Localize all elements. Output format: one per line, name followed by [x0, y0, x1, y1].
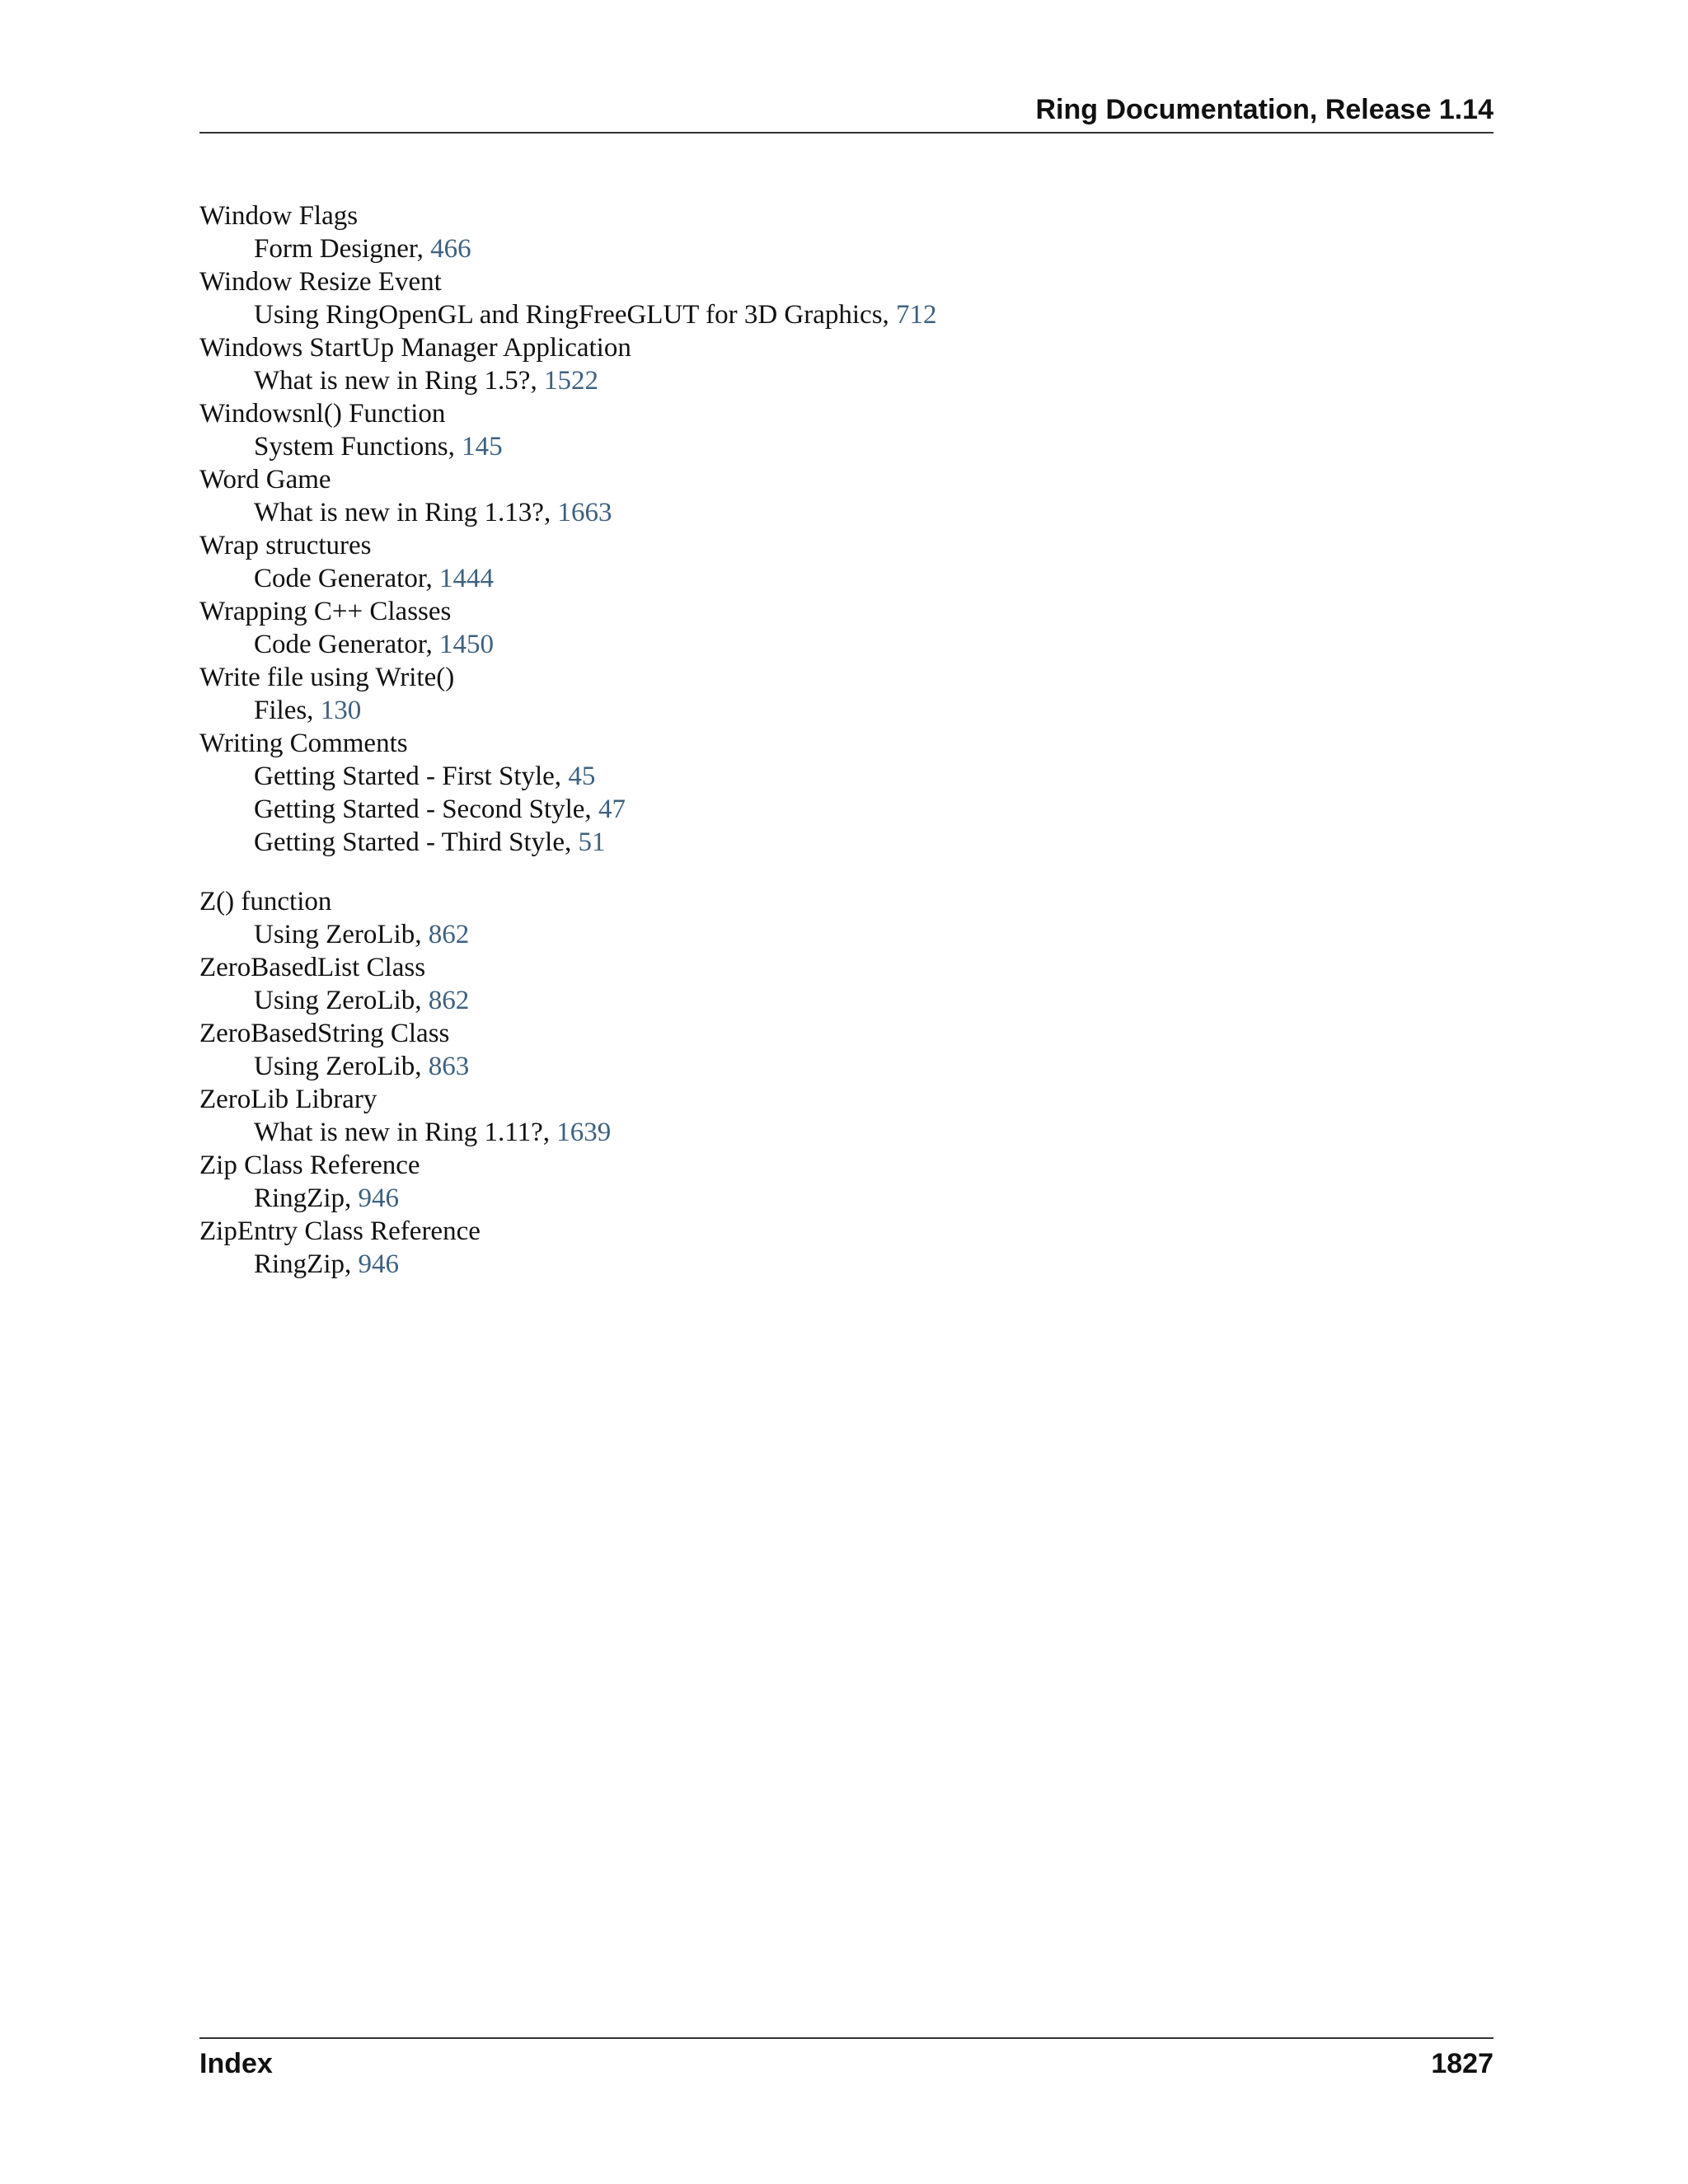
index-term: Z() function [199, 887, 332, 916]
index-subentry [199, 232, 925, 265]
index-subentry [199, 628, 925, 661]
page-link[interactable]: 47 [598, 794, 626, 824]
index-term: ZeroBasedList Class [199, 953, 426, 982]
index-term: ZipEntry Class Reference [199, 1216, 481, 1246]
index-term: Window Flags [199, 201, 359, 231]
index-subentry [199, 826, 925, 859]
index-term: Wrap structures [199, 531, 372, 560]
footer-page-number: 1827 [1431, 2048, 1493, 2079]
page-link[interactable]: 1522 [543, 366, 598, 396]
subentry-label: Getting Started - Third Style, [254, 827, 579, 857]
subentry-label: Code Generator, [254, 564, 440, 593]
page-link[interactable]: 1450 [439, 630, 495, 659]
index-subentry [199, 1050, 925, 1083]
subentry-label: Using RingOpenGL and RingFreeGLUT for 3D Graphics, [254, 300, 897, 330]
index-subentry [199, 430, 925, 463]
page-link[interactable]: 862 [428, 920, 470, 949]
subentry-label: Form Designer, [254, 234, 431, 264]
page-link[interactable]: 51 [578, 827, 606, 857]
page-link[interactable]: 1663 [557, 498, 612, 527]
subentry-label: What is new in Ring 1.5?, [254, 366, 544, 396]
index-subentry [199, 760, 925, 793]
index-term: ZeroBasedString Class [199, 1019, 450, 1048]
index-subentry [199, 984, 925, 1017]
page-link[interactable]: 1444 [439, 564, 495, 593]
index-subentry [199, 793, 925, 826]
index-subentry [199, 562, 925, 595]
index-term: Word Game [199, 465, 331, 494]
page-link[interactable]: 862 [428, 986, 470, 1015]
subentry-label: Code Generator, [254, 630, 440, 659]
header-title: Ring Documentation, Release 1.14 [1035, 94, 1493, 125]
page-link[interactable]: 466 [430, 234, 471, 264]
page-link[interactable]: 130 [320, 696, 362, 725]
page-link[interactable]: 45 [568, 762, 596, 791]
group-separator [199, 859, 925, 885]
index-term: Wrapping C++ Classes [199, 597, 452, 626]
page-link[interactable]: 1639 [556, 1118, 612, 1147]
index-subentry [199, 1182, 925, 1215]
index-list [199, 199, 937, 1281]
index-term: Windows StartUp Manager Application [199, 333, 631, 363]
index-subentry [199, 1116, 925, 1149]
index-subentry [199, 364, 925, 397]
index-term: Window Resize Event [199, 267, 442, 297]
page-footer [199, 2037, 1493, 2079]
index-term: ZeroLib Library [199, 1085, 377, 1114]
page-link[interactable]: 145 [462, 432, 503, 462]
subentry-label: Using ZeroLib, [254, 986, 429, 1015]
subentry-label: RingZip, [254, 1249, 359, 1279]
subentry-label: Using ZeroLib, [254, 920, 429, 949]
index-subentry [199, 496, 925, 529]
subentry-label: Using ZeroLib, [254, 1052, 429, 1081]
subentry-label: RingZip, [254, 1183, 359, 1213]
subentry-label: What is new in Ring 1.13?, [254, 498, 558, 527]
index-subentry [199, 694, 925, 727]
page-link[interactable]: 712 [896, 300, 937, 330]
subentry-label: System Functions, [254, 432, 462, 462]
page-link[interactable]: 863 [428, 1052, 470, 1081]
subentry-label: Getting Started - First Style, [254, 762, 569, 791]
index-term: Windowsnl() Function [199, 399, 446, 429]
index-term: Writing Comments [199, 729, 408, 758]
index-term: Zip Class Reference [199, 1151, 420, 1180]
index-subentry [199, 1248, 925, 1281]
index-subentry [199, 918, 925, 951]
subentry-label: Files, [254, 696, 321, 725]
page-link[interactable]: 946 [358, 1249, 400, 1279]
page-link[interactable]: 946 [358, 1183, 400, 1213]
index-term: Write file using Write() [199, 663, 455, 692]
subentry-label: Getting Started - Second Style, [254, 794, 598, 824]
subentry-label: What is new in Ring 1.11?, [254, 1118, 557, 1147]
footer-section: Index [199, 2048, 273, 2079]
index-subentry [199, 298, 974, 331]
page-header [199, 92, 1493, 134]
